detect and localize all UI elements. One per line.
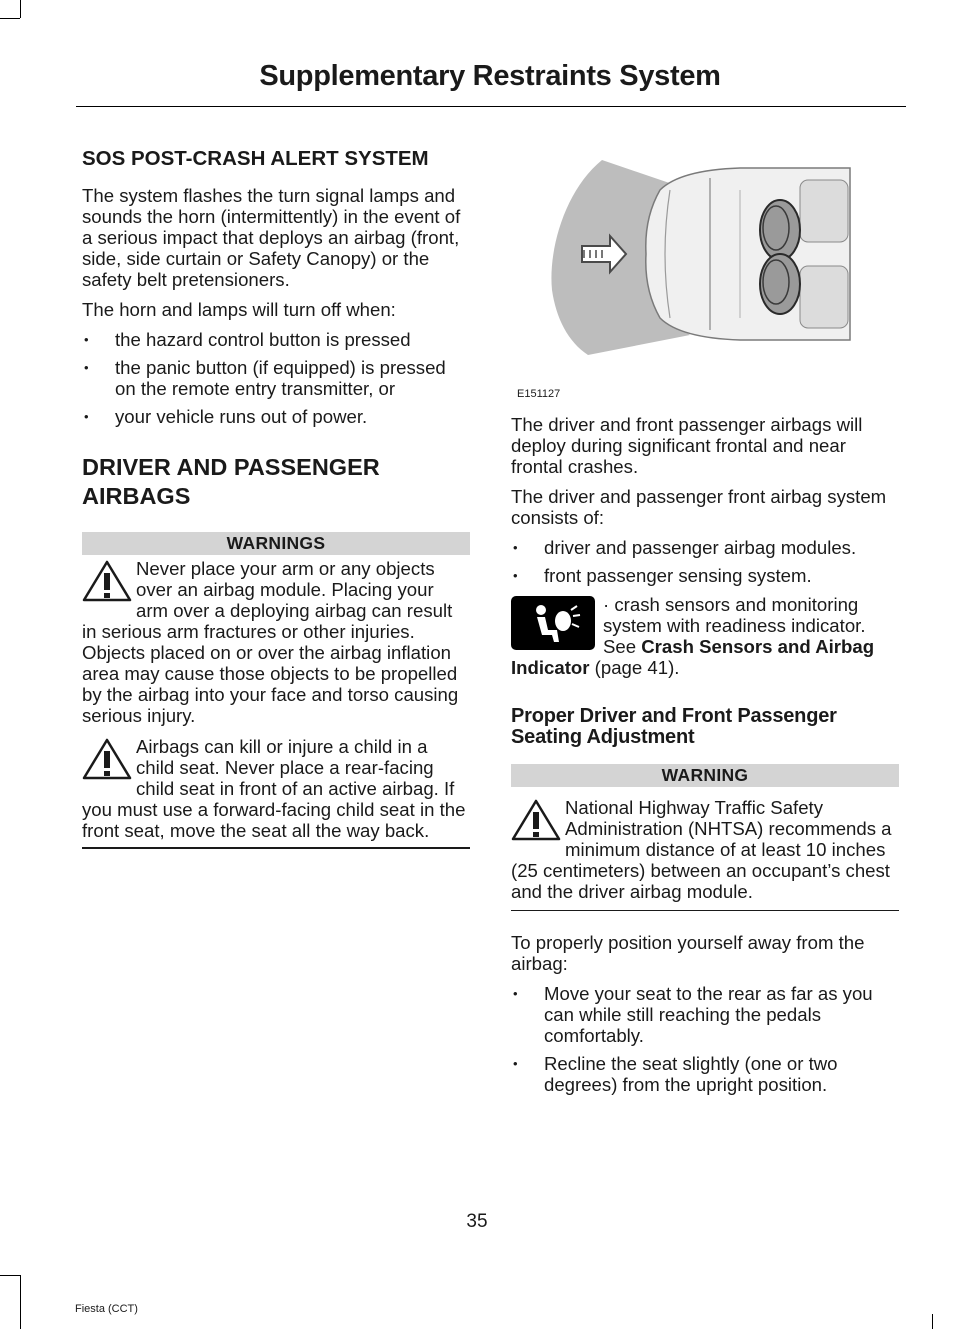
bullet-list — [82, 329, 470, 427]
right-column — [511, 414, 899, 1102]
list-item: • Move your seat to the rear as far as you can while still reaching the pedals comfortably. — [511, 983, 899, 1046]
indicator-note — [511, 594, 899, 678]
warning-text: National Highway Traffic Safety Administration (NHTSA) recommends a minimum distance of at least 10 inches (25 centimeters) between an occupant’s chest and the driver airbag module. — [511, 797, 892, 902]
paragraph: To properly position yourself away from the airbag: — [511, 932, 865, 974]
paragraph: The horn and lamps will turn off when: — [82, 299, 396, 320]
bullet-list — [511, 983, 899, 1095]
crop-mark — [932, 1314, 933, 1329]
warning-end-rule — [511, 910, 899, 911]
crop-mark — [0, 1275, 20, 1276]
list-item: • the panic button (if equipped) is pressed on the remote entry transmitter, or — [82, 357, 470, 399]
paragraph: The system flashes the turn signal lamps and sounds the horn (intermittently) in the event of a serious impact that deploys an airbag (front, side, side curtain or Safety Canopy) or the safety belt pretensioners. — [82, 185, 461, 290]
warning-block — [511, 797, 899, 902]
warning-triangle-icon — [82, 738, 132, 780]
list-item: • your vehicle runs out of power. — [82, 406, 470, 427]
left-column — [82, 148, 470, 849]
crop-mark — [20, 0, 21, 18]
list-item: • driver and passenger airbag modules. — [511, 537, 899, 558]
crop-mark — [0, 18, 20, 19]
list-item: • Recline the seat slightly (one or two degrees) from the upright position. — [511, 1053, 899, 1095]
airbag-indicator-icon — [511, 596, 595, 650]
page-reference: (page 41). — [589, 657, 680, 678]
warning-text: Never place your arm or any objects over an airbag module. Placing your arm over a deploying airbag can result in serious arm fractures or other injuries. Objects placed on or over the airbag inflation area may cause those objects to be propelled by the airbag into your face and torso causing serious injury. — [82, 558, 459, 726]
warnings-header: WARNINGS — [82, 532, 470, 555]
airbag-deployment-figure — [510, 150, 902, 402]
warning-header: WARNING — [511, 764, 899, 787]
footer-model: Fiesta (CCT) — [75, 1303, 138, 1315]
warning-text: Airbags can kill or injure a child in a child seat. Never place a rear-facing child seat in front of an active airbag. If you must use a forward-facing child seat in the front seat, move the seat all the way back. — [82, 736, 466, 841]
title-divider — [76, 106, 906, 107]
cross-reference-link[interactable]: Crash Sensors and Airbag Indicator — [511, 636, 875, 678]
paragraph: The driver and passenger front airbag system consists of: — [511, 486, 887, 528]
crop-mark — [20, 1275, 21, 1329]
list-item: • front passenger sensing system. — [511, 565, 899, 586]
subsection-heading: Proper Driver and Front Passenger Seating Adjustment — [511, 705, 837, 748]
warning-end-rule — [82, 847, 470, 849]
warning-block — [82, 558, 470, 726]
warning-triangle-icon — [82, 560, 132, 602]
page-number: 35 — [466, 1211, 488, 1232]
bullet-list — [511, 537, 899, 586]
car-top-view-illustration — [510, 150, 902, 402]
section-heading-airbags: DRIVER AND PASSENGER AIRBAGS — [82, 454, 380, 509]
paragraph: The driver and front passenger airbags will deploy during significant frontal and near frontal crashes. — [511, 414, 863, 477]
figure-id: E151127 — [517, 388, 561, 400]
warning-block — [82, 736, 470, 841]
indicator-desc: · crash sensors and monitoring system with readiness indicator. See — [603, 594, 866, 657]
page-title: Supplementary Restraints System — [259, 60, 721, 92]
warning-triangle-icon — [511, 799, 561, 841]
list-item: • the hazard control button is pressed — [82, 329, 470, 350]
section-heading-sos: SOS POST-CRASH ALERT SYSTEM — [82, 147, 429, 170]
